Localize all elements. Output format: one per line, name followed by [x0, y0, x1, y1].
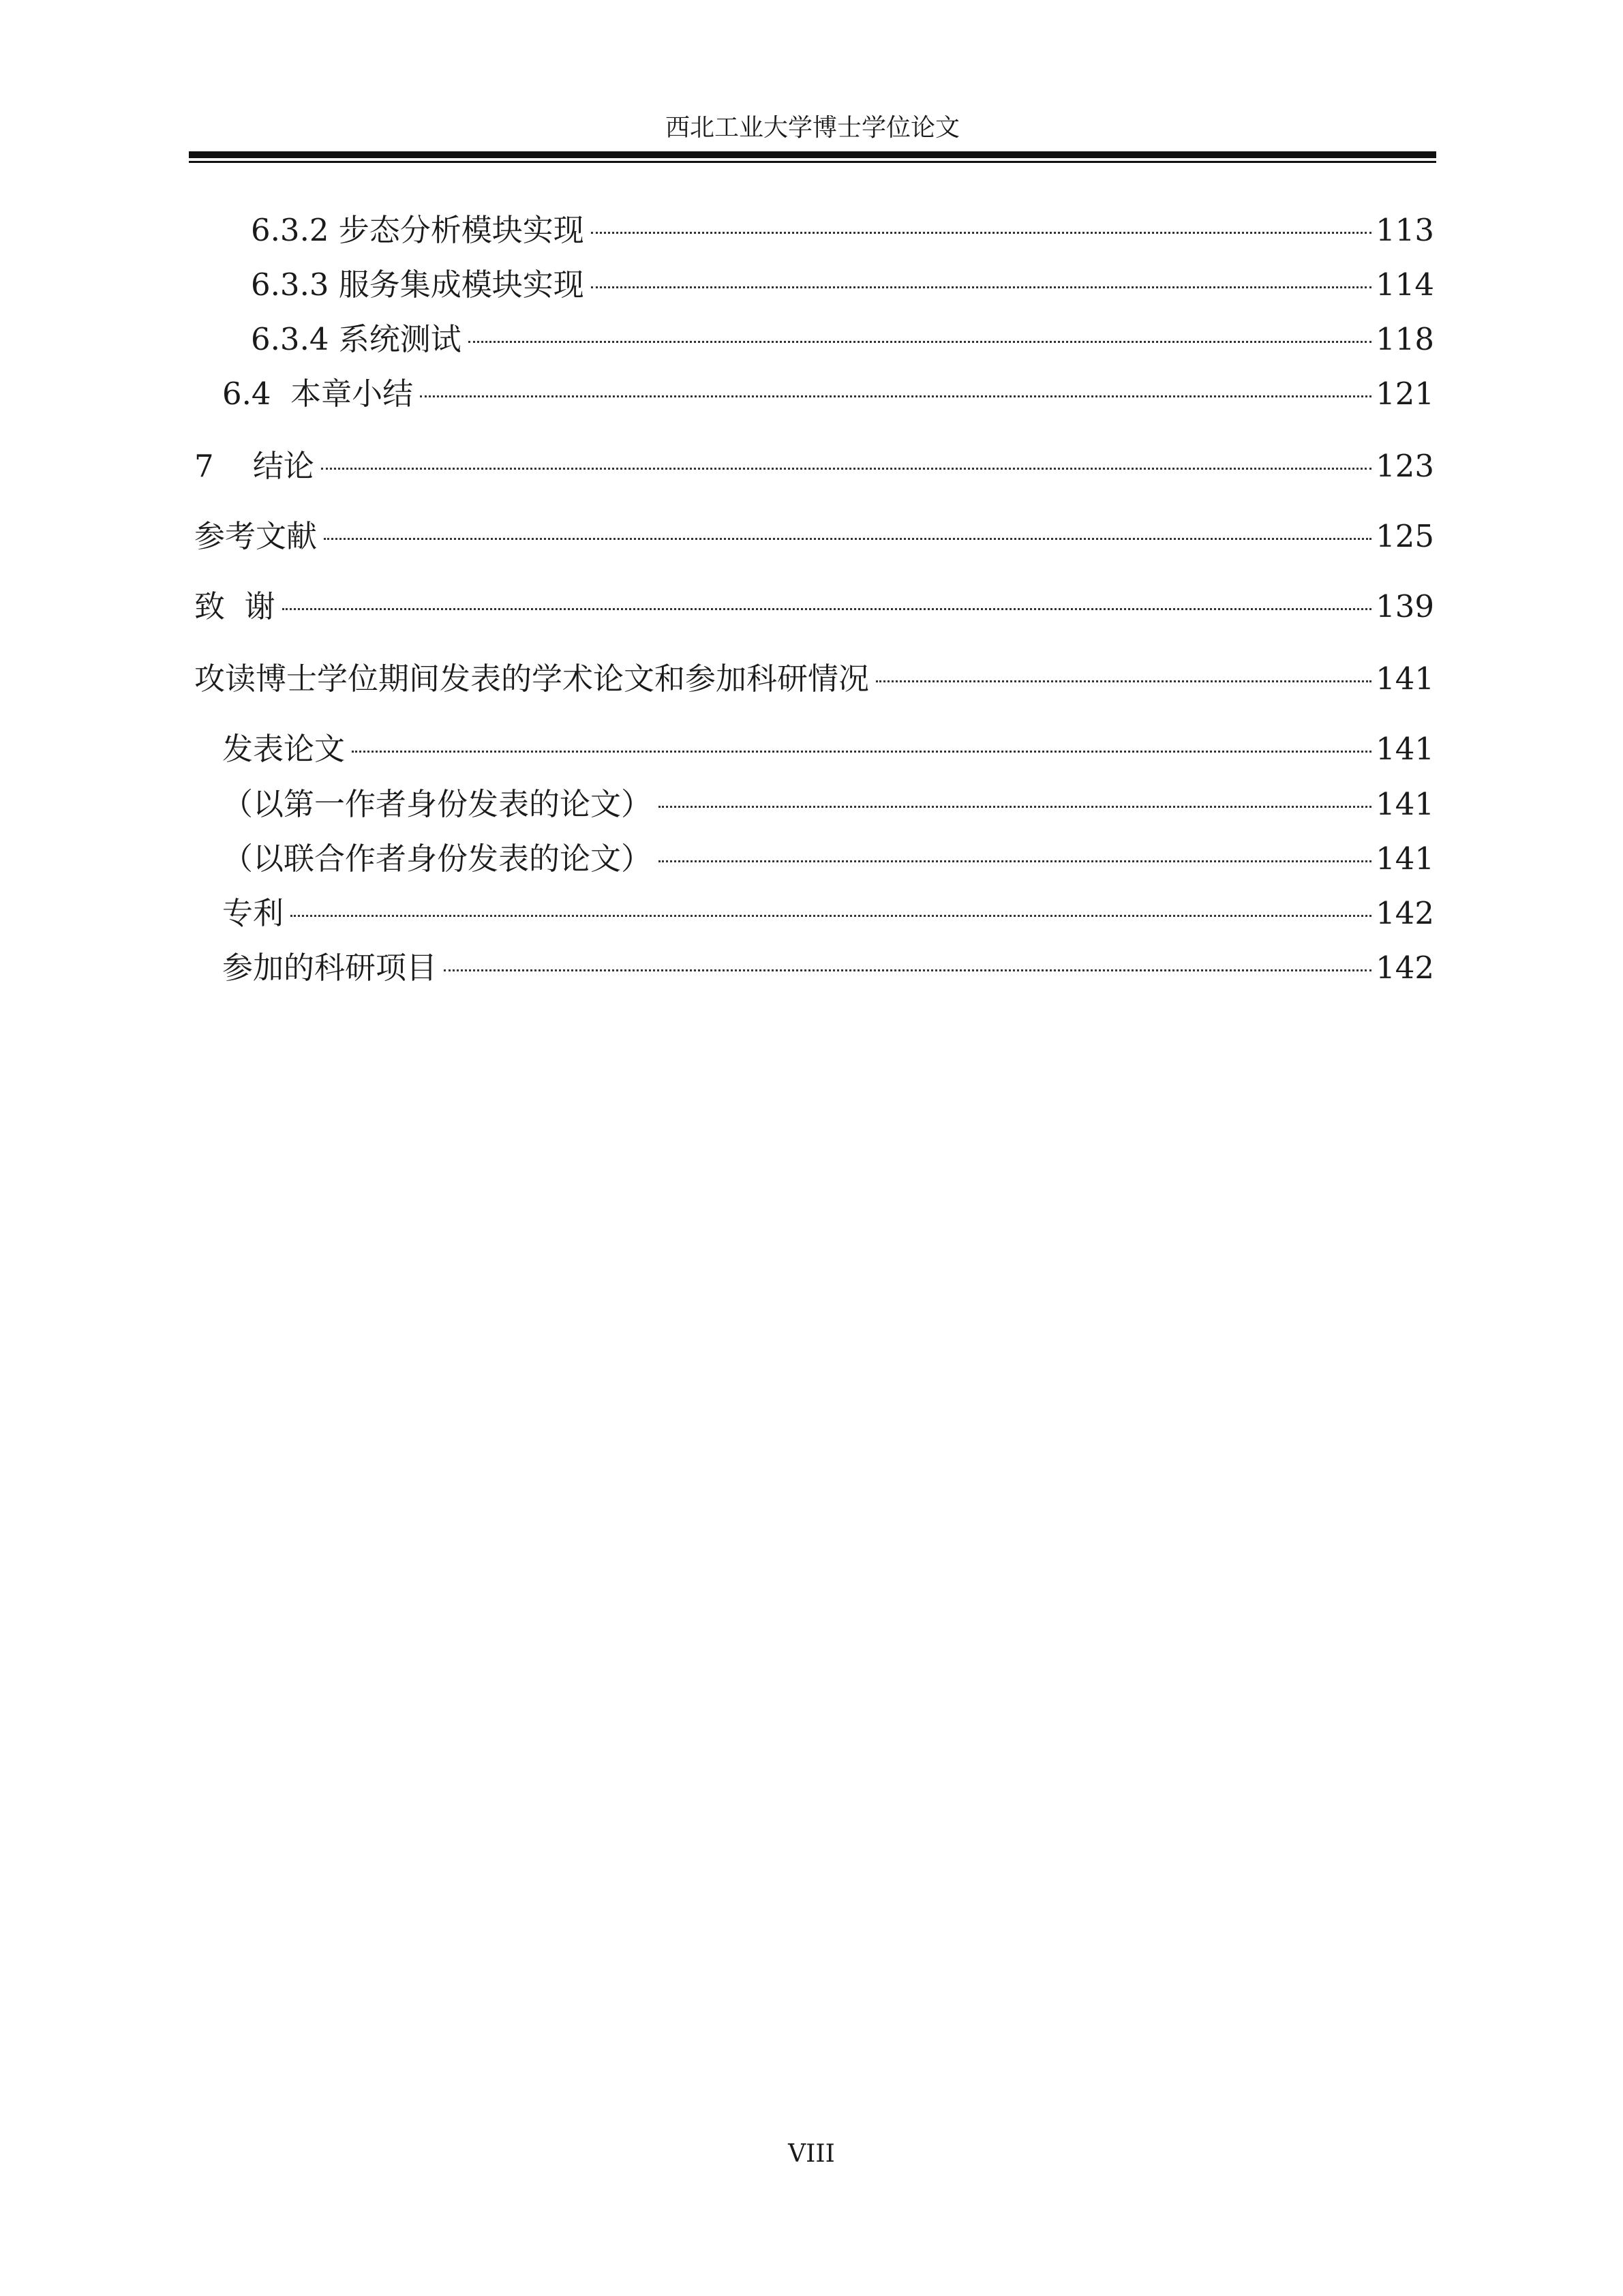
toc-entry-page: 142: [1376, 895, 1434, 931]
toc-dot-leader: [444, 969, 1371, 971]
toc-entry-page: 121: [1376, 376, 1434, 412]
toc-entry-label: 致 谢: [194, 588, 275, 624]
toc-entry-7[interactable]: [194, 446, 1434, 487]
toc-entry-published-papers[interactable]: [222, 729, 1434, 770]
toc-entry-patents[interactable]: [222, 893, 1434, 934]
running-header: 西北工业大学博士学位论文: [665, 114, 960, 142]
toc-entry-references[interactable]: [194, 516, 1434, 557]
toc-dot-leader: [420, 395, 1371, 397]
toc-dot-leader: [324, 538, 1371, 540]
toc-entry-page: 142: [1376, 950, 1434, 986]
toc-entry-label: 7 结论: [194, 448, 314, 484]
toc-entry-label: 6.3.3 服务集成模块实现: [251, 267, 584, 303]
toc-dot-leader: [321, 468, 1371, 470]
toc-entry-label: （以第一作者身份发表的论文）: [222, 786, 652, 822]
toc-dot-leader: [352, 751, 1371, 753]
toc-entry-6-3-3[interactable]: [251, 265, 1434, 305]
toc-entry-label: （以联合作者身份发表的论文）: [222, 841, 652, 877]
toc-entry-label: 6.3.2 步态分析模块实现: [251, 212, 584, 248]
toc-entry-co-author-papers[interactable]: [222, 839, 1434, 879]
toc-dot-leader: [591, 232, 1371, 234]
toc-entry-6-3-2[interactable]: [251, 210, 1434, 251]
toc-entry-page: 139: [1376, 588, 1434, 624]
toc-entry-page: 141: [1376, 731, 1434, 767]
toc-dot-leader: [658, 806, 1371, 808]
toc-entry-page: 123: [1376, 448, 1434, 484]
toc-entry-6-4[interactable]: [222, 374, 1434, 414]
page-number: VIII: [788, 2140, 835, 2168]
toc-entry-page: 113: [1376, 212, 1434, 248]
toc-entry-label: 参加的科研项目: [222, 950, 438, 986]
toc-dot-leader: [876, 680, 1371, 682]
toc-entry-label: 专利: [222, 895, 284, 931]
toc-entry-research-projects[interactable]: [222, 948, 1434, 988]
toc-entry-label: 攻读博士学位期间发表的学术论文和参加科研情况: [194, 661, 870, 697]
toc-entry-label: 6.3.4 系统测试: [251, 321, 461, 357]
toc-entry-page: 125: [1376, 518, 1434, 554]
toc-entry-page: 141: [1376, 661, 1434, 697]
toc-dot-leader: [282, 608, 1371, 610]
toc-entry-publications-research[interactable]: [194, 659, 1434, 699]
toc-entry-page: 114: [1376, 267, 1434, 303]
toc-entry-first-author-papers[interactable]: [222, 784, 1434, 825]
toc-dot-leader: [591, 286, 1371, 288]
toc-entry-6-3-4[interactable]: [251, 319, 1434, 360]
toc-entry-page: 141: [1376, 841, 1434, 877]
toc-dot-leader: [290, 915, 1371, 917]
toc-entry-page: 141: [1376, 786, 1434, 822]
toc-entry-label: 参考文献: [194, 518, 318, 554]
toc-dot-leader: [468, 341, 1371, 343]
toc-entry-acknowledgements[interactable]: [194, 586, 1434, 627]
toc-entry-page: 118: [1376, 321, 1434, 357]
toc-entry-label: 发表论文: [222, 731, 346, 767]
toc-dot-leader: [658, 860, 1371, 862]
toc-entry-label: 6.4 本章小结: [222, 376, 414, 412]
